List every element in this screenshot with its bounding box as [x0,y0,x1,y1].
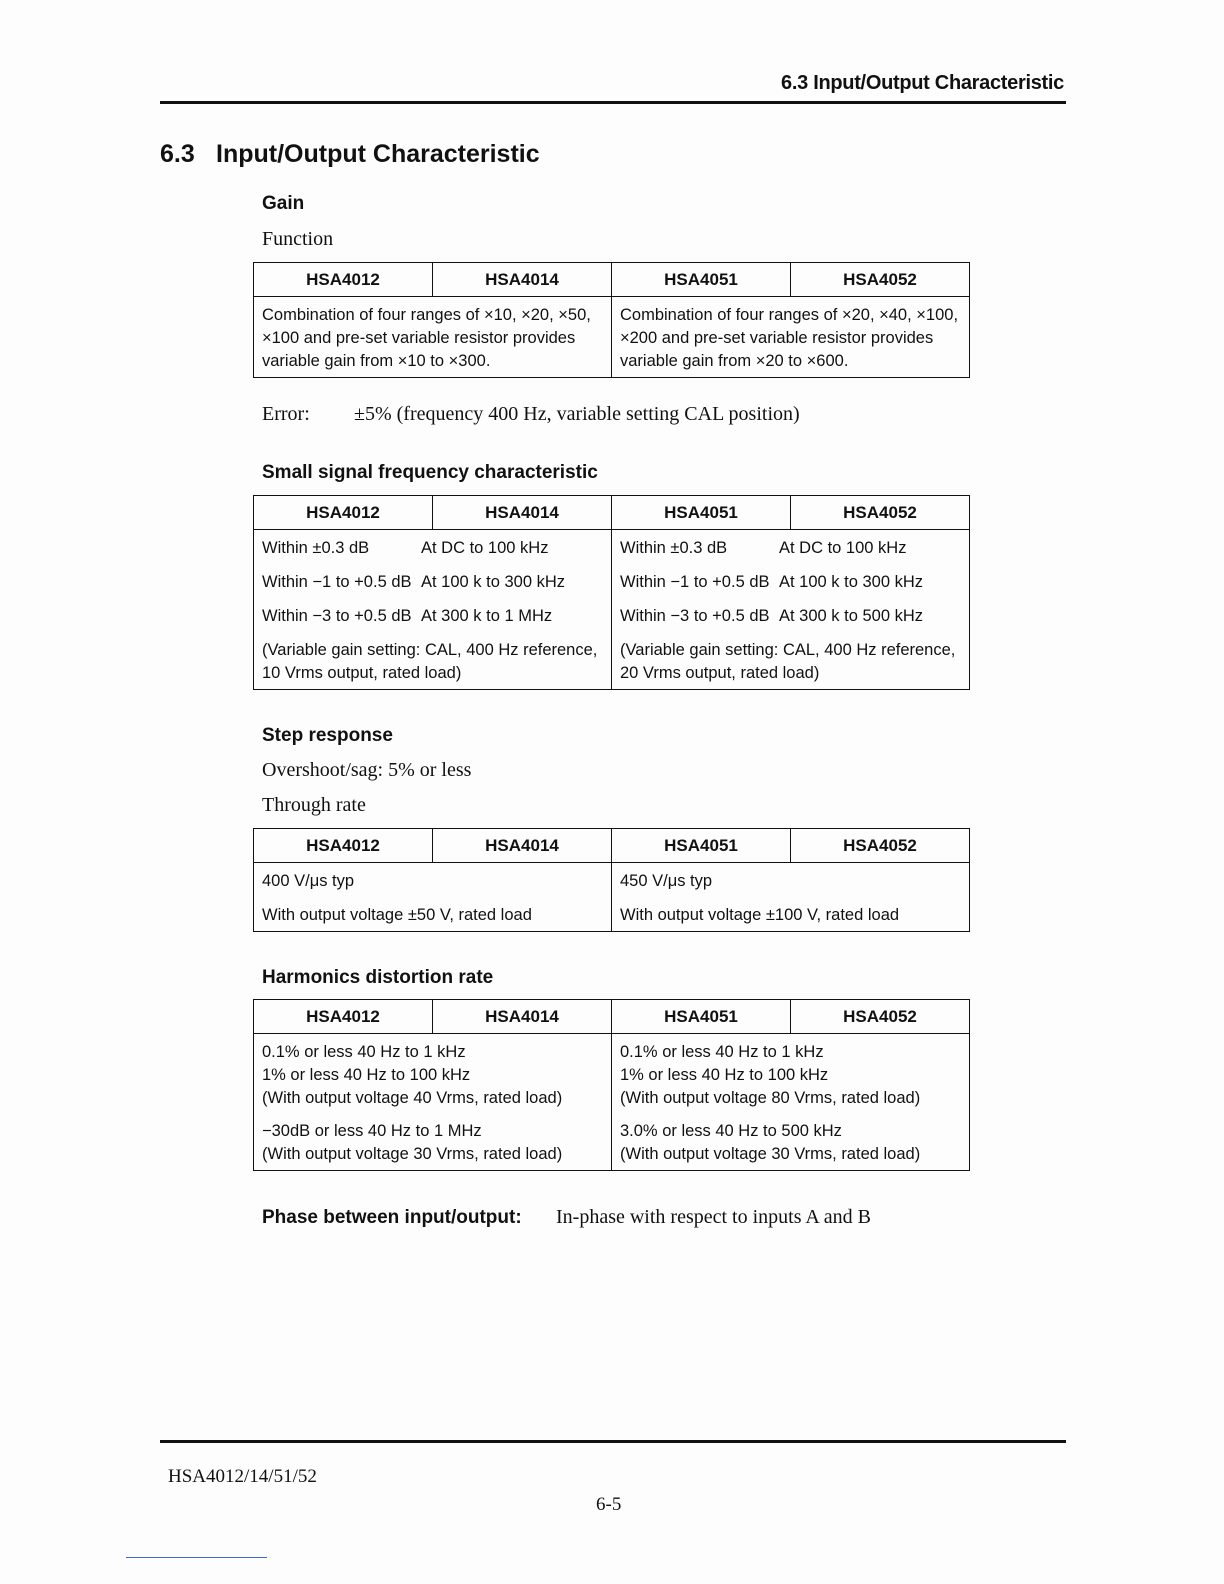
error-text: ±5% (frequency 400 Hz, variable setting CAL position) [354,403,800,425]
error-label: Error: [262,403,310,425]
col-header: HSA4014 [433,829,612,863]
col-header: HSA4014 [433,1000,612,1034]
col-header: HSA4012 [254,263,433,297]
spec-value: At 100 k to 300 kHz [421,573,565,591]
link-underline [126,1557,267,1558]
col-header: HSA4012 [254,1000,433,1034]
spec-note: (Variable gain setting: CAL, 400 Hz reference, [262,641,598,659]
spec-row [262,571,603,594]
spec-key: Within ±0.3 dB [620,539,728,557]
harmonics-line: (With output voltage 30 Vrms, rated load) [262,1145,563,1163]
spec-value: At 300 k to 500 kHz [779,607,923,625]
gain-table [253,262,970,378]
harmonics-heading: Harmonics distortion rate [262,967,494,988]
phase-label: Phase between input/output: [262,1207,522,1228]
spec-key: Within −3 to +0.5 dB [262,607,412,625]
through-rate-value: 450 V/μs typ [620,872,713,890]
spec-row [262,605,603,628]
gain-left-text: Combination of four ranges of ×10, ×20, ×50, ×100 and pre-set variable resistor provides variable gain from ×10 to ×300. [262,306,591,370]
step-response-heading: Step response [262,725,393,746]
function-label: Function [262,228,334,250]
spec-value: At DC to 100 kHz [421,539,549,557]
spec-key: Within −1 to +0.5 dB [620,573,770,591]
col-header: HSA4051 [612,1000,791,1034]
col-header: HSA4052 [791,263,970,297]
through-rate-table [253,828,970,932]
col-header: HSA4051 [612,829,791,863]
harmonics-line: 0.1% or less 40 Hz to 1 kHz [620,1043,824,1061]
small-signal-heading: Small signal frequency characteristic [262,462,598,483]
col-header: HSA4051 [612,263,791,297]
spec-key: Within ±0.3 dB [262,539,370,557]
page-number: 6-5 [596,1494,622,1515]
harmonics-line: −30dB or less 40 Hz to 1 MHz [262,1122,482,1140]
spec-row [262,537,603,560]
through-rate-label: Through rate [262,794,366,816]
col-header: HSA4014 [433,496,612,530]
through-rate-condition: With output voltage ±50 V, rated load [262,906,532,924]
phase-value: In-phase with respect to inputs A and B [556,1206,871,1228]
spec-row [620,605,961,628]
small-signal-table [253,495,970,690]
harmonics-line: (With output voltage 30 Vrms, rated load) [620,1145,921,1163]
running-head: 6.3 Input/Output Characteristic [781,72,1064,94]
harmonics-line: 1% or less 40 Hz to 100 kHz [262,1066,471,1084]
footer-model: HSA4012/14/51/52 [168,1466,317,1487]
harmonics-line: (With output voltage 40 Vrms, rated load) [262,1089,563,1107]
col-header: HSA4012 [254,496,433,530]
gain-error [262,403,800,426]
harmonics-block [262,1041,603,1110]
harmonics-block [620,1041,961,1110]
col-header: HSA4052 [791,829,970,863]
col-header: HSA4014 [433,263,612,297]
col-header: HSA4052 [791,496,970,530]
harmonics-block [262,1120,603,1166]
spec-key: Within −3 to +0.5 dB [620,607,770,625]
harmonics-line: 1% or less 40 Hz to 100 kHz [620,1066,829,1084]
header-rule [160,101,1066,104]
gain-right-text: Combination of four ranges of ×20, ×40, ×100, ×200 and pre-set variable resistor provides variable gain from ×20 to ×600. [620,306,959,370]
section-number: 6.3 [160,140,195,168]
harmonics-line: 0.1% or less 40 Hz to 1 kHz [262,1043,466,1061]
spec-value: At DC to 100 kHz [779,539,907,557]
col-header: HSA4051 [612,496,791,530]
col-header: HSA4052 [791,1000,970,1034]
spec-value: At 100 k to 300 kHz [779,573,923,591]
spec-row [620,537,961,560]
harmonics-block [620,1120,961,1166]
spec-note: 10 Vrms output, rated load) [262,664,462,682]
section-title-text: Input/Output Characteristic [216,140,540,168]
overshoot-text: Overshoot/sag: 5% or less [262,759,472,781]
through-rate-condition: With output voltage ±100 V, rated load [620,906,900,924]
through-rate-value: 400 V/μs typ [262,872,355,890]
spec-row [620,571,961,594]
footer-rule [160,1440,1066,1443]
harmonics-line: (With output voltage 80 Vrms, rated load) [620,1089,921,1107]
section-title [160,140,540,169]
harmonics-table [253,999,970,1171]
spec-note: 20 Vrms output, rated load) [620,664,820,682]
spec-key: Within −1 to +0.5 dB [262,573,412,591]
gain-heading: Gain [262,193,305,214]
harmonics-line: 3.0% or less 40 Hz to 500 kHz [620,1122,842,1140]
spec-value: At 300 k to 1 MHz [421,607,553,625]
spec-note: (Variable gain setting: CAL, 400 Hz reference, [620,641,956,659]
col-header: HSA4012 [254,829,433,863]
